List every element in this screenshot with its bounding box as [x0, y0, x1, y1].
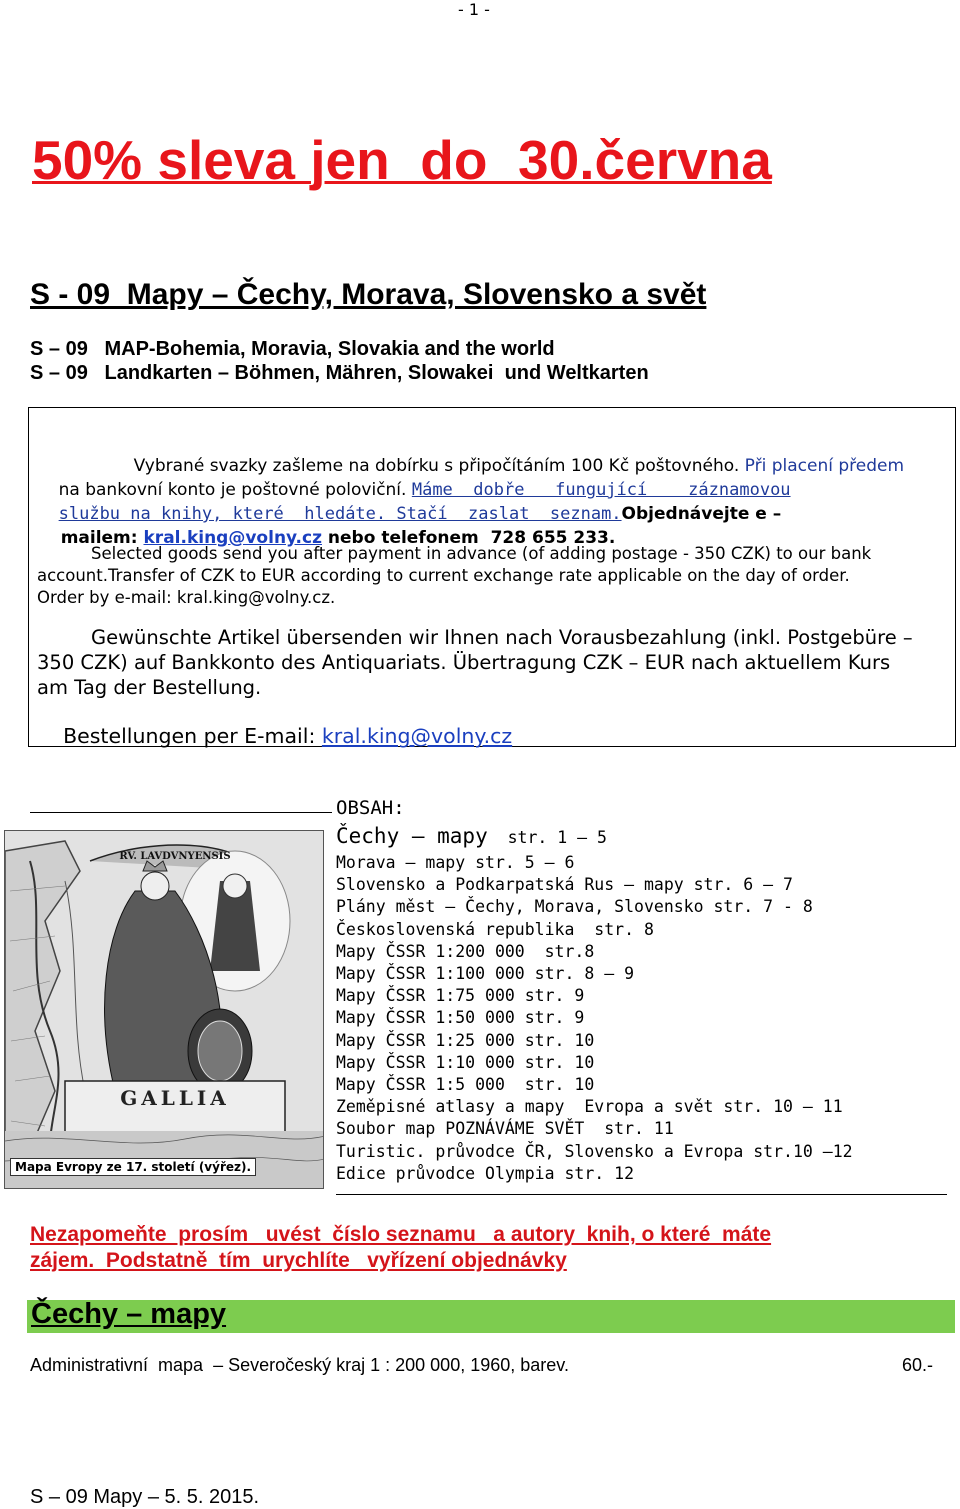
info-cz-line1: Vybrané svazky zašleme na dobírku s připočítáním 100 Kč poštovného. Při placení předem [133, 456, 905, 476]
info-cz-line2: na bankovní konto je poštovné poloviční. Máme dobře fungující záznamovou [58, 480, 791, 500]
info-de-line4: Bestellungen per E-mail: kral.king@volny.cz [63, 724, 513, 748]
toc-item: Mapy ČSSR 1:10 000 str. 10 [336, 1052, 595, 1072]
info-de-line2: 350 CZK) auf Bankkonto des Antiquariats. Übertragung CZK – EUR nach aktuellem Kurs [37, 651, 891, 674]
toc-rule [30, 812, 332, 813]
email-link-cz[interactable]: kral.king@volny.cz [143, 528, 322, 548]
section-header-bar [27, 1300, 955, 1333]
info-de-line3: am Tag der Bestellung. [37, 676, 262, 699]
table-of-contents [336, 794, 853, 1185]
ordering-info-box [28, 407, 956, 747]
map-engraving-illustration [5, 831, 324, 1189]
catalog-title: S - 09 Mapy – Čechy, Morava, Slovensko a svět [30, 278, 707, 311]
info-en-line3: Order by e-mail: kral.king@volny.cz. [37, 588, 336, 607]
toc-item: Slovensko a Podkarpatská Rus – mapy str. 6 – 7 [336, 875, 793, 895]
toc-item-cechy: Čechy – mapy str. 1 – 5 [336, 824, 607, 848]
page-footer: S – 09 Mapy – 5. 5. 2015. [30, 1486, 260, 1508]
notice-line1: Nezapomeňte prosím uvést číslo seznamu a autory knih, o které máte [30, 1223, 772, 1246]
toc-item: Mapy ČSSR 1:75 000 str. 9 [336, 986, 585, 1006]
toc-item: Československá republika str. 8 [336, 919, 654, 939]
info-cz-line3a: službu na knihy, které hledáte. Stačí zaslat seznam. [58, 504, 622, 524]
sale-headline: 50% sleva jen do 30.června [32, 129, 772, 191]
toc-item: Zeměpisné atlasy a mapy Evropa a svět str. 10 – 11 [336, 1097, 843, 1117]
map-caption: Mapa Evropy ze 17. století (výřez). [10, 1158, 256, 1176]
toc-item: Morava – mapy str. 5 – 6 [336, 853, 575, 872]
info-cz-line2b: Máme dobře fungující záznamovou [411, 480, 791, 500]
info-en-line2: account.Transfer of CZK to EUR according to current exchange rate applicable on the day of order. [37, 566, 850, 585]
toc-item: Soubor map POZNÁVÁME SVĚT str. 11 [336, 1119, 674, 1139]
toc-item: Mapy ČSSR 1:25 000 str. 10 [336, 1030, 595, 1050]
historical-map-image [4, 830, 324, 1189]
listing-description: Administrativní mapa – Severočeský kraj 1 : 200 000, 1960, barev. [30, 1355, 569, 1375]
page-number: - 1 - [458, 0, 490, 19]
info-en-line1: Selected goods send you after payment in advance (of adding postage - 350 CZK) to our bank [91, 544, 872, 563]
toc-item: Mapy ČSSR 1:50 000 str. 9 [336, 1008, 585, 1028]
order-notice [30, 1222, 950, 1274]
map-cartouche-text: GALLIA [120, 1086, 230, 1110]
toc-item: Turistic. průvodce ČR, Slovensko a Evropa str.10 –12 [336, 1141, 853, 1161]
info-cz-line1b: Při placení předem [744, 456, 905, 476]
catalog-subtitle-en: S – 09 MAP-Bohemia, Moravia, Slovakia and the world [30, 338, 555, 360]
toc-heading: OBSAH: [336, 797, 405, 819]
listing-price: 60.- [902, 1355, 934, 1375]
toc-item: Mapy ČSSR 1:200 000 str.8 [336, 941, 595, 961]
catalog-subtitle-de: S – 09 Landkarten – Böhmen, Mähren, Slowakei und Weltkarten [30, 362, 649, 384]
notice-line2: zájem. Podstatně tím urychlíte vyřízení objednávky [30, 1249, 567, 1272]
info-de-line1: Gewünschte Artikel übersenden wir Ihnen nach Vorausbezahlung (inkl. Postgebüre – [91, 626, 913, 649]
toc-item: Mapy ČSSR 1:5 000 str. 10 [336, 1075, 595, 1095]
toc-end-rule [336, 1194, 947, 1195]
toc-item: Plány měst – Čechy, Morava, Slovensko str. 7 - 8 [336, 897, 813, 917]
toc-item: Edice průvodce Olympia str. 12 [336, 1163, 635, 1183]
section-title: Čechy – mapy [31, 1298, 227, 1330]
map-banner-text: RV. LAVDVNYENSIS [119, 851, 231, 862]
email-link-de[interactable]: kral.king@volny.cz [321, 724, 513, 748]
info-cz-line3: službu na knihy, které hledáte. Stačí zaslat seznam.Objednávejte e – [58, 504, 782, 524]
toc-item: Mapy ČSSR 1:100 000 str. 8 – 9 [336, 964, 635, 984]
info-cz-line4: mailem: kral.king@volny.cz nebo telefonem 728 655 233. [60, 528, 616, 548]
